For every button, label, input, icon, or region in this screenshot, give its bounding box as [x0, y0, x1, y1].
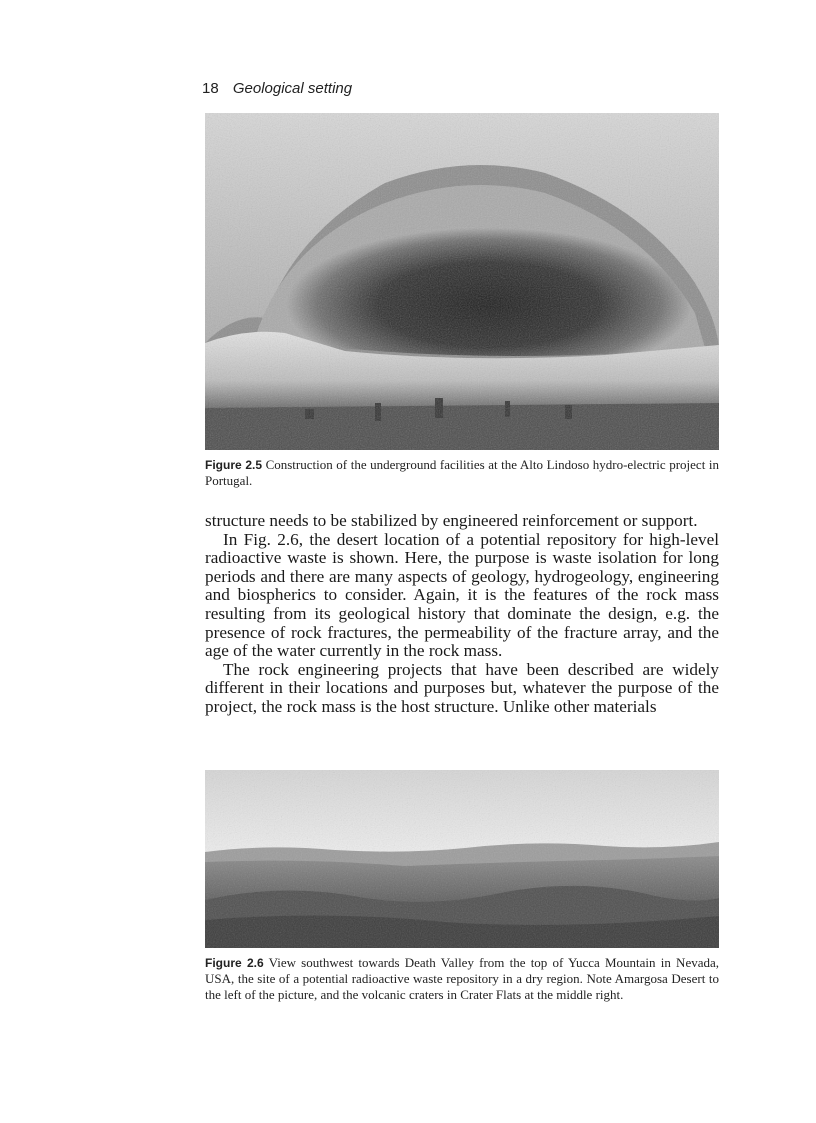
cavern-photo — [205, 113, 719, 450]
caption-text: View southwest towards Death Valley from the top of Yucca Mountain in Nevada, USA, the site of a potential radioactive waste repository in a dry region. Note Amargosa Desert to the left of the picture, and the volcanic craters in Crater Flats at the middle right. — [205, 955, 719, 1002]
running-header — [202, 80, 352, 97]
body-text — [205, 512, 719, 717]
figure-2-5-caption — [205, 457, 719, 489]
figure-label: Figure 2.6 — [205, 956, 264, 970]
desert-landscape-photo — [205, 770, 719, 948]
paragraph: structure needs to be stabilized by engineered reinforcement or support. — [205, 511, 698, 530]
figure-2-6-caption — [205, 955, 719, 1003]
page-number: 18 — [202, 80, 219, 97]
paragraph: In Fig. 2.6, the desert location of a potential repository for high-level radioactive waste is shown. Here, the purpose is waste isolation for long periods and there are many aspects of geology, hydrogeology, engineering and biospherics to consider. Again, it is the features of the rock mass resulting from its geological history that dominate the design, e.g. the presence of rock fractures, the permeability of the fracture array, and the age of the water currently in the rock mass. — [205, 529, 719, 661]
figure-label: Figure 2.5 — [205, 458, 262, 472]
caption-text: Construction of the underground facilities at the Alto Lindoso hydro-electric project in Portugal. — [205, 457, 719, 488]
paragraph: The rock engineering projects that have been described are widely different in their locations and purposes but, whatever the purpose of the project, the rock mass is the host structure. Unlike other materials — [205, 659, 719, 716]
running-title: Geological setting — [232, 80, 353, 97]
